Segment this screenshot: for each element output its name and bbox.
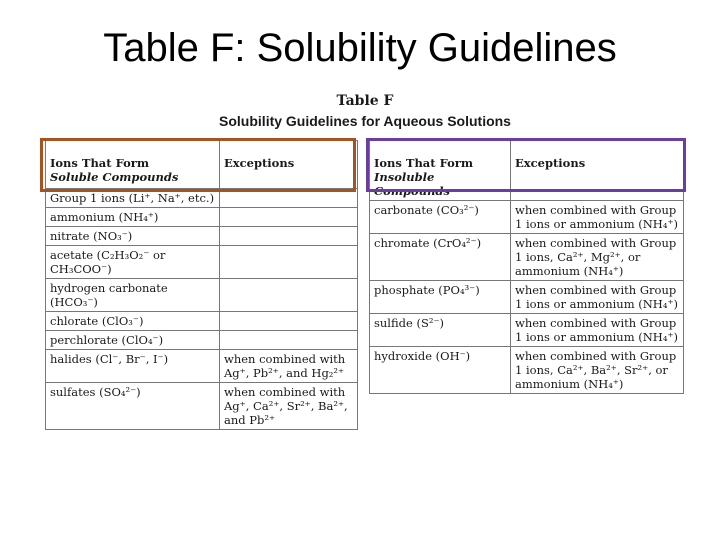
exception-cell: [220, 279, 358, 312]
slide-title: Table F: Solubility Guidelines: [103, 26, 617, 70]
exception-cell: when combined with Group 1 ions, Ca²⁺, Ba²⁺, Sr²⁺, or ammonium (NH₄⁺): [511, 347, 684, 394]
header-ions-soluble: [46, 141, 220, 189]
table-row: [370, 281, 684, 314]
ion-cell: halides (Cl⁻, Br⁻, I⁻): [46, 350, 220, 383]
ion-cell: Group 1 ions (Li⁺, Na⁺, etc.): [46, 189, 220, 208]
ion-cell: sulfide (S²⁻): [370, 314, 511, 347]
table-subtitle: Solubility Guidelines for Aqueous Solutions: [219, 113, 511, 129]
ion-cell: perchlorate (ClO₄⁻): [46, 331, 220, 350]
exception-cell: [220, 227, 358, 246]
exception-cell: [220, 208, 358, 227]
ion-cell: carbonate (CO₃²⁻): [370, 201, 511, 234]
header-exceptions: Exceptions: [511, 141, 684, 201]
header-ions-line1: Ions That Form: [50, 156, 150, 170]
ion-cell: acetate (C₂H₃O₂⁻ or CH₃COO⁻): [46, 246, 220, 279]
table-row: [46, 189, 358, 208]
table-row: [46, 246, 358, 279]
ion-cell: chlorate (ClO₃⁻): [46, 312, 220, 331]
exception-cell: when combined with Group 1 ions or ammonium (NH₄⁺): [511, 201, 684, 234]
table-row: [370, 234, 684, 281]
table-row: [46, 208, 358, 227]
ion-cell: sulfates (SO₄²⁻): [46, 383, 220, 430]
table-row: [46, 279, 358, 312]
ion-cell: chromate (CrO₄²⁻): [370, 234, 511, 281]
table-row: [46, 350, 358, 383]
table-row: [46, 312, 358, 331]
insoluble-compounds-table: [369, 140, 684, 394]
ion-cell: phosphate (PO₄³⁻): [370, 281, 511, 314]
table-header-row: [370, 141, 684, 201]
exception-cell: when combined with Group 1 ions or ammonium (NH₄⁺): [511, 281, 684, 314]
table-row: [46, 227, 358, 246]
exception-cell: when combined with Ag⁺, Ca²⁺, Sr²⁺, Ba²⁺, and Pb²⁺: [220, 383, 358, 430]
header-ions-line1: Ions That Form: [374, 156, 474, 170]
table-label: Table F: [336, 93, 394, 109]
exception-cell: [220, 312, 358, 331]
exception-cell: [220, 189, 358, 208]
exception-cell: when combined with Group 1 ions or ammonium (NH₄⁺): [511, 314, 684, 347]
table-header-row: [46, 141, 358, 189]
ion-cell: nitrate (NO₃⁻): [46, 227, 220, 246]
exception-cell: when combined with Ag⁺, Pb²⁺, and Hg₂²⁺: [220, 350, 358, 383]
ion-cell: ammonium (NH₄⁺): [46, 208, 220, 227]
table-row: [370, 347, 684, 394]
soluble-compounds-table: [45, 140, 358, 430]
ion-cell: hydrogen carbonate (HCO₃⁻): [46, 279, 220, 312]
exception-cell: [220, 246, 358, 279]
exception-cell: [220, 331, 358, 350]
table-row: [46, 331, 358, 350]
table-row: [370, 314, 684, 347]
header-exceptions: Exceptions: [220, 141, 358, 189]
ion-cell: hydroxide (OH⁻): [370, 347, 511, 394]
header-ions-line2: Soluble Compounds: [50, 170, 179, 184]
exception-cell: when combined with Group 1 ions, Ca²⁺, Mg²⁺, or ammonium (NH₄⁺): [511, 234, 684, 281]
header-ions-line2: Insoluble Compounds: [374, 170, 450, 198]
table-row: [46, 383, 358, 430]
header-ions-insoluble: [370, 141, 511, 201]
table-row: [370, 201, 684, 234]
